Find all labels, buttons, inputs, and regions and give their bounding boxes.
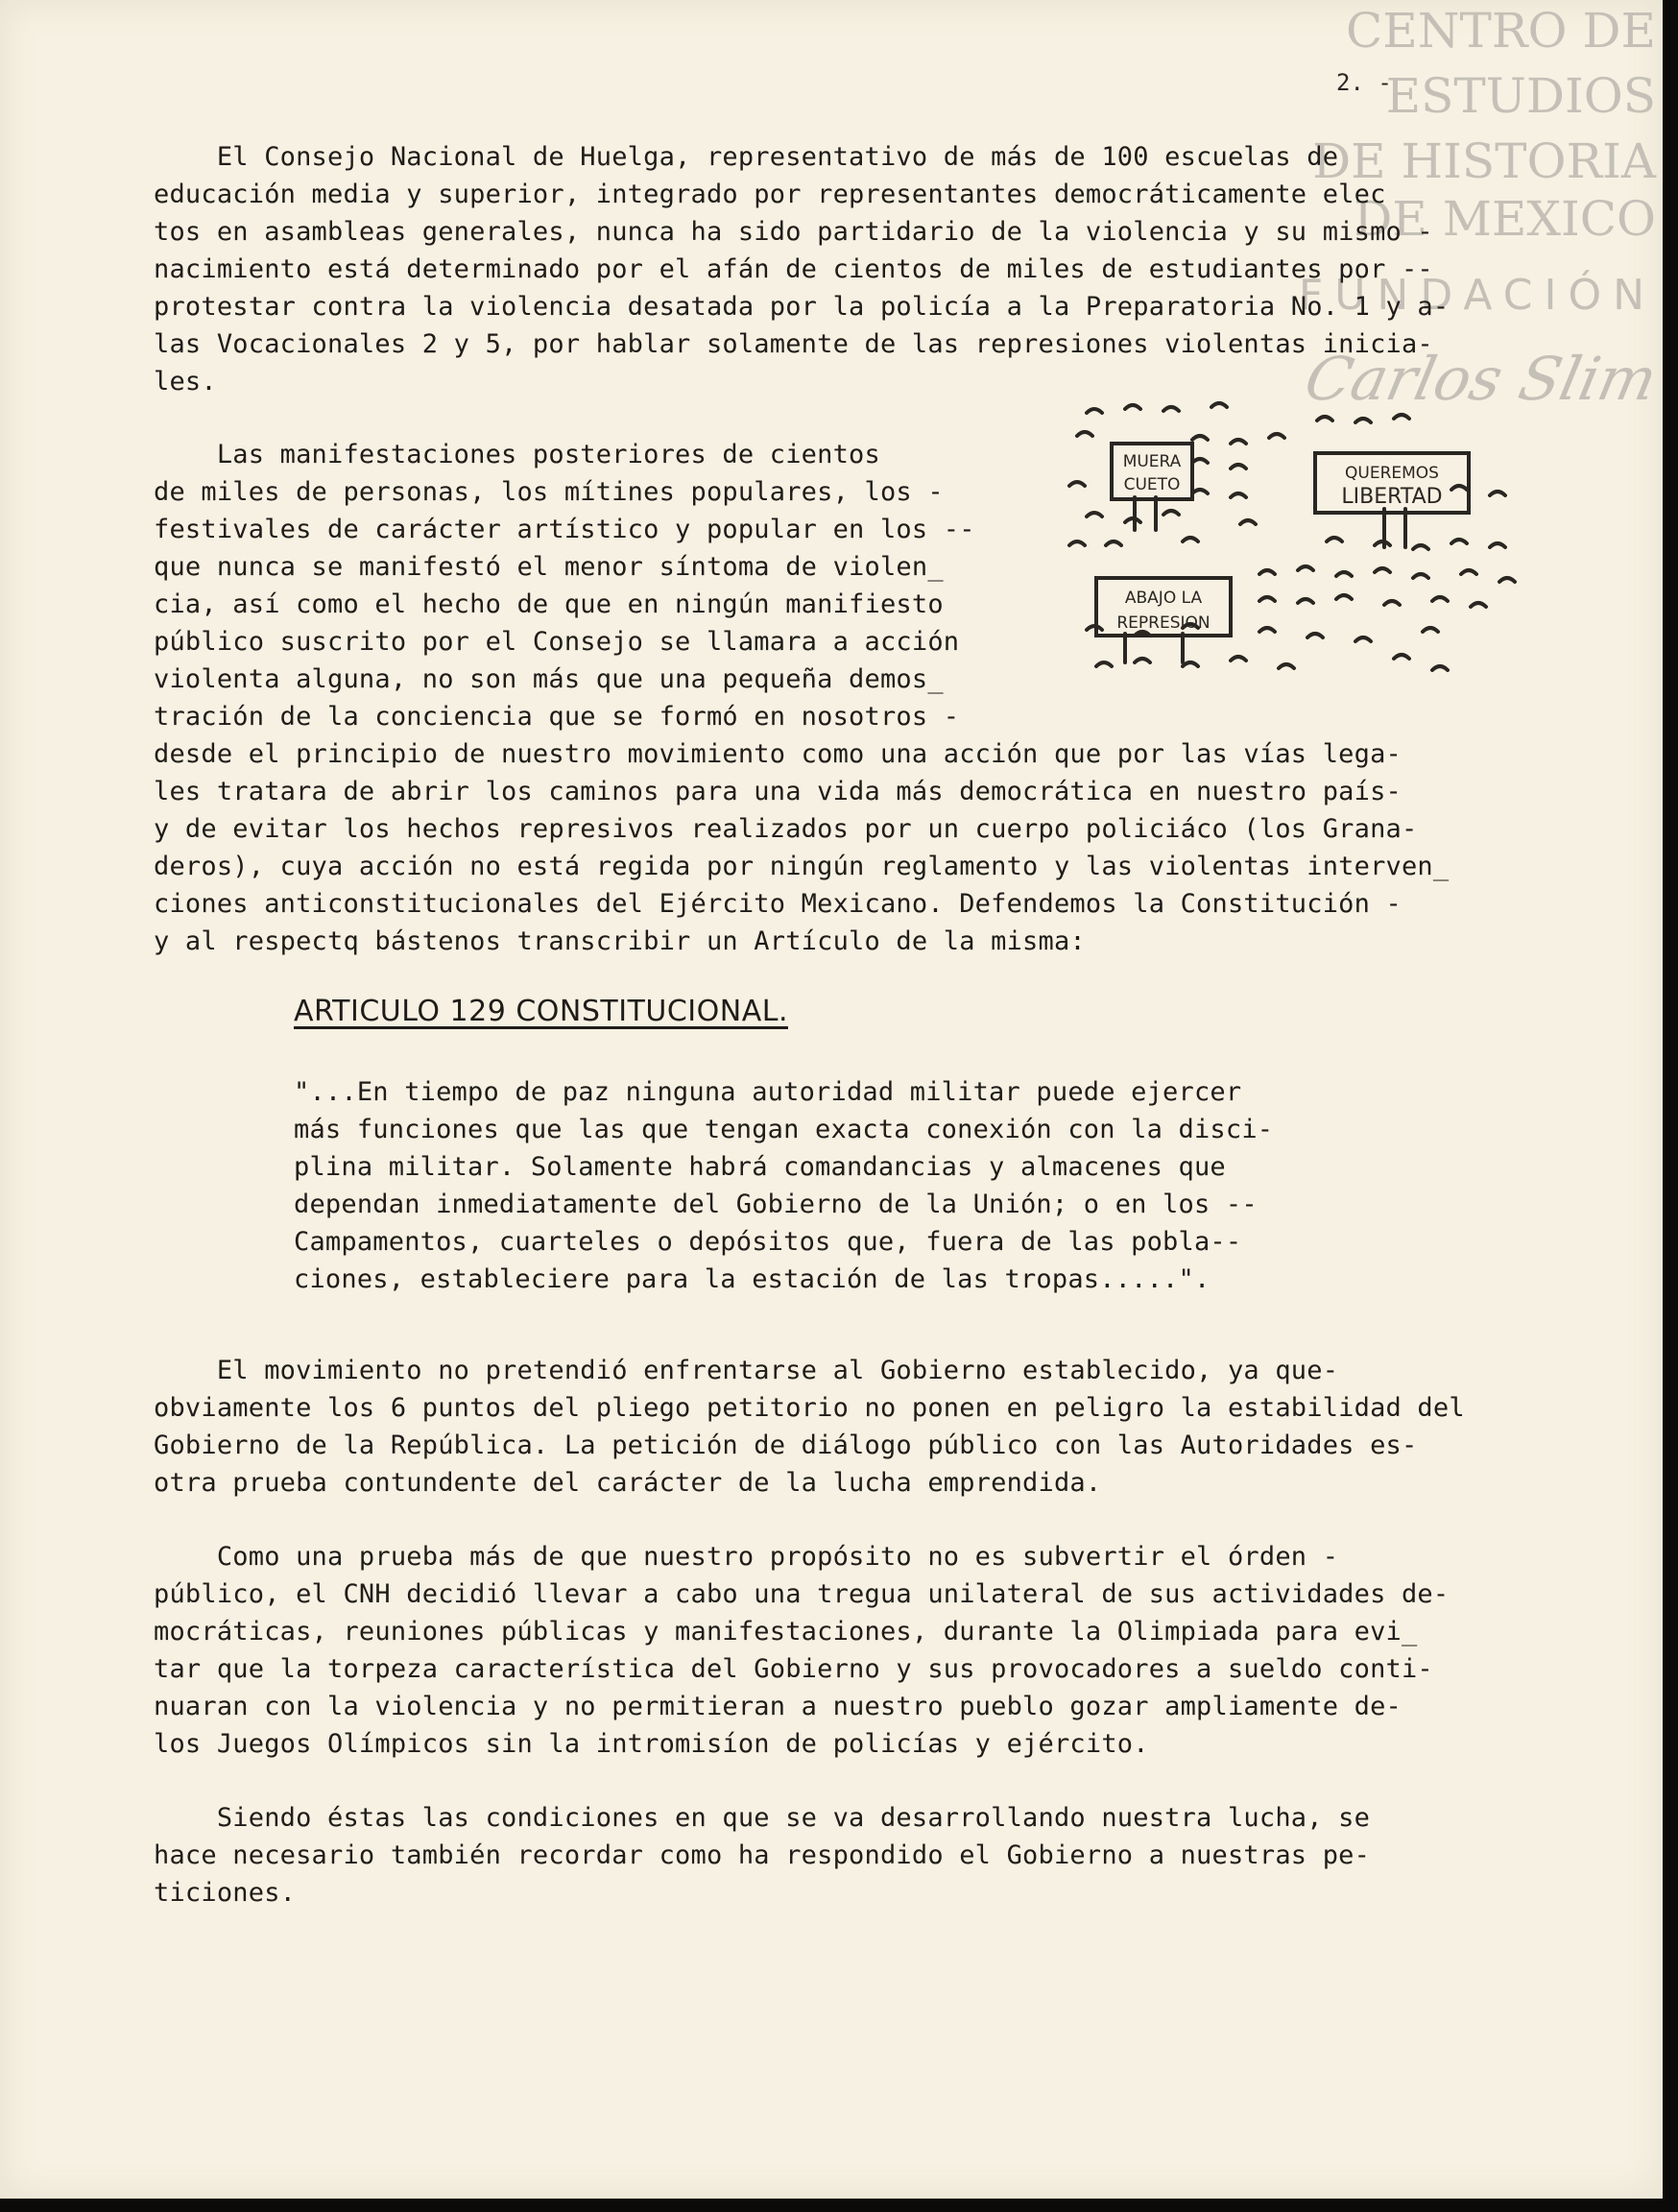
paragraph-1: El Consejo Nacional de Huelga, representativo de más de 100 escuelas de educación media y superior, integrado por representantes democráticamente elec tos en asambleas generales, nunca ha sido partidario de la violencia y su mismo - nacimiento está determinado por el afán de cientos de miles de estudiantes por -- protestar contra la violencia desatada por la policía a la Preparatoria No. 1 y a- las Vocacionales 2 y 5, por hablar solamente de las represiones violentas inicia- les. [154,142,1450,397]
crowd-head [1336,595,1352,599]
sign2-line2: LIBERTAD [1341,485,1443,509]
page-number: 2. - [1336,69,1392,96]
watermark-line-1: CENTRO DE [1346,3,1656,59]
crowd-head [1298,566,1313,570]
crowd-head [1336,572,1352,576]
article-heading: ARTICULO 129 CONSTITUCIONAL. [294,995,788,1028]
crowd-head [1096,662,1112,666]
crowd-head [1163,407,1179,411]
crowd-head [1384,601,1400,605]
crowd-head [1451,540,1467,543]
crowd-head [1163,511,1179,515]
crowd-head [1490,492,1505,495]
crowd-head [1355,419,1371,422]
crowd-head [1211,403,1227,407]
crowd-head [1490,543,1505,547]
crowd-head [1231,493,1246,497]
crowd-head [1279,664,1294,668]
paragraph-2-continued: desde el principio de nuestro movimiento como una acción que por las vías lega- les tratara de abrir los caminos para una vida más democrática en nuestro país- y de evitar los hechos represivos realizados por un cuerpo policiáco (los Grana- deros), cuya acción no está regida por ningún reglamento y las violentas interven_ ciones anticonstitucionales del Ejército Mexicano. Defendemos la Constitución - y al respectq bástenos transcribir un Artículo de la misma: [154,739,1450,956]
crowd-head [1192,490,1208,493]
watermark-foundation: FUNDACIÓN [1298,271,1656,320]
crowd-head [1069,541,1085,545]
crowd-head [1106,541,1121,545]
crowd-head [1135,659,1150,662]
crowd-head [1087,513,1102,517]
crowd-head [1375,568,1390,572]
crowd-head [1259,570,1275,574]
crowd-head [1231,440,1246,444]
crowd-head [1471,603,1486,607]
crowd-head [1451,486,1467,490]
crowd-head [1413,574,1428,578]
crowd-head [1259,597,1275,601]
crowd-head [1317,417,1332,421]
crowd-head [1269,434,1284,438]
crowd-head [1432,597,1448,601]
paragraph-3: El movimiento no pretendió enfrentarse al Gobierno establecido, ya que- obviamente los 6 puntos del pliego petitorio no ponen en peligro la estabilidad del Gobierno de la República. La petición de diálogo público con las Autoridades es- otra prueba contundente del carácter de la lucha emprendida. [154,1356,1465,1498]
crowd-head [1192,459,1208,463]
crowd-head [1307,634,1323,637]
crowd-head [1423,628,1438,632]
paragraph-2-wrapped: Las manifestaciones posteriores de cientos de miles de personas, los mítines populares, los - festivales de carácter artístico y popular en los -- que nunca se manifestó el menor síntoma de violen_ cia, así como el hecho de que en ningún manifiesto público suscrito por el Consejo se llamara a acción violenta alguna, no son más que una pequeña demos_ tración de la conciencia que se formó en nosotros - [154,440,975,732]
crowd-head [1069,482,1085,486]
crowd-head [1413,545,1428,549]
crowd-head [1183,538,1198,541]
crowd-head [1240,520,1256,524]
crowd-head [1077,432,1092,436]
crowd-head [1394,655,1409,659]
paragraph-4: Como una prueba más de que nuestro propósito no es subvertir el órden - público, el CNH decidió llevar a cabo una tregua unilateral de sus actividades de- mocráticas, reuniones públicas y manifestaciones, durante la Olimpiada para evi_ tar que la torpeza característica del Gobierno y sus provocadores a sueldo conti- nuaran con la violencia y no permitieran a nuestro pueblo gozar ampliamente de- los Juegos Olímpicos sin la intromisíon de policías y ejército. [154,1542,1450,1759]
sign3-line2: REPRESION [1116,613,1211,633]
crowd-head [1327,538,1342,541]
paragraph-5: Siendo éstas las condiciones en que se va desarrollando nuestra lucha, se hace necesario también recordar como ha respondido el Gobierno a nuestras pe- ticiones. [154,1803,1371,1908]
crowd-head [1231,657,1246,661]
crowd-head [1192,436,1208,440]
sign3-line1: ABAJO LA [1124,589,1203,608]
crowd-head [1355,637,1371,641]
sign2-line1: QUEREMOS [1345,464,1439,483]
crowd-head [1231,465,1246,469]
crowd-head [1461,570,1476,574]
watermark-line-3: DE HISTORIA [1312,133,1656,189]
crowd-head [1394,415,1409,419]
protest-crowd-drawing [1067,401,1528,709]
crowd-head [1087,409,1102,413]
crowd-head [1499,578,1515,582]
watermark-signature: Carlos Slim [1299,344,1664,414]
crowd-head [1298,599,1313,603]
watermark-line-4: DE MEXICO [1354,191,1656,247]
crowd-head [1432,666,1448,670]
sign1-line1: MUERA [1122,452,1182,471]
sign1-line2: CUETO [1123,475,1181,494]
crowd-head [1125,405,1140,409]
watermark-line-2: ESTUDIOS [1385,68,1656,124]
crowd-head [1259,628,1275,632]
crowd-head [1183,662,1198,666]
constitution-quote: "...En tiempo de paz ninguna autoridad militar puede ejercer más funciones que las que tengan exacta conexión con la disci- plina militar. Solamente habrá comandancias y almacenes que dependan inmediatamente del Gobierno de la Unión; o en los -- Campamentos, cuarteles o depósitos que, fuera de las pobla-- ciones, estableciere para la estación de las tropas.....". [294,1077,1274,1294]
